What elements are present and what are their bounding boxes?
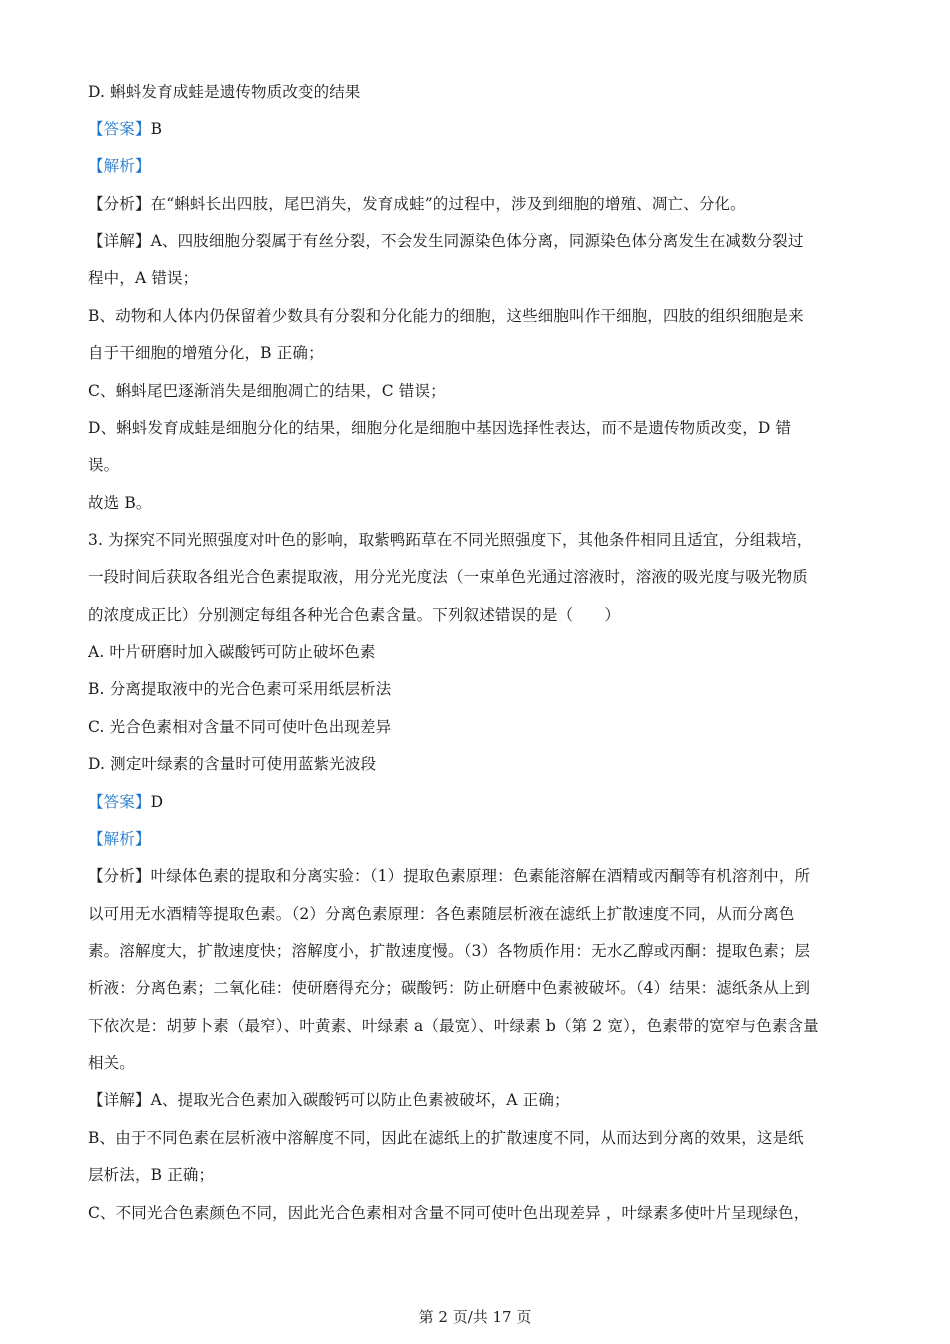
detail-line: 【详解】A、提取光合色素加入碳酸钙可以防止色素被破坏，A 正确；	[88, 1091, 570, 1109]
answer-tag: 【答案】	[88, 793, 151, 811]
page-number-footer: 第 2 页/共 17 页	[418, 1308, 532, 1326]
analysis-tag-line	[88, 829, 863, 849]
text-line: 层析法，B 正确；	[88, 1166, 215, 1184]
text-line: 一段时间后获取各组光合色素提取液，用分光光度法（一束单色光通过溶液时，溶液的吸光度与吸光物质	[88, 568, 808, 586]
answer-line: 【答案】B	[88, 120, 163, 138]
question-3-line: 3. 为探究不同光照强度对叶色的影响，取紫鸭跖草在不同光照强度下，其他条件相同且适宜，分组栽培，	[88, 531, 813, 549]
text-line: 析液：分离色素；二氧化硅：使研磨得充分；碳酸钙：防止研磨中色素被破坏。（4）结果：滤纸条从上到	[88, 979, 811, 997]
text-line: B、由于不同色素在层析液中溶解度不同，因此在滤纸上的扩散速度不同，从而达到分离的效果，这是纸	[88, 1129, 804, 1147]
text-line: 程中，A 错误；	[88, 269, 199, 287]
option-b: B. 分离提取液中的光合色素可采用纸层析法	[88, 680, 392, 698]
detail-line: 【详解】A、四肢细胞分裂属于有丝分裂，不会发生同源染色体分离，同源染色体分离发生在减数分裂过	[88, 232, 804, 250]
text-line: C、蝌蚪尾巴逐渐消失是细胞凋亡的结果，C 错误；	[88, 382, 446, 400]
answer-line: 【答案】D	[88, 793, 164, 811]
text-line: 的浓度成正比）分别测定每组各种光合色素含量。下列叙述错误的是（ ）	[88, 606, 621, 624]
analysis-tag: 【解析】	[88, 830, 151, 848]
text-line: D、蝌蚪发育成蛙是细胞分化的结果，细胞分化是细胞中基因选择性表达，而不是遗传物质改变，D 错	[88, 419, 792, 437]
question-option-d: D. 蝌蚪发育成蛙是遗传物质改变的结果	[88, 83, 361, 101]
detail-tag: 【详解】	[88, 1091, 151, 1109]
analysis-tag-line	[88, 156, 863, 176]
text-line: 素。溶解度大，扩散速度快；溶解度小，扩散速度慢。（3）各物质作用：无水乙醇或丙酮：提取色素；层	[88, 942, 811, 960]
option-a: A. 叶片研磨时加入碳酸钙可防止破坏色素	[88, 643, 376, 661]
fenxi-tag: 【分析】	[88, 867, 151, 885]
text-line: 以可用无水酒精等提取色素。（2）分离色素原理：各色素随层析液在滤纸上扩散速度不同，从而分离色	[88, 905, 795, 923]
fenxi-line: 【分析】叶绿体色素的提取和分离实验：（1）提取色素原理：色素能溶解在酒精或丙酮等有机溶剂中，所	[88, 867, 811, 885]
text-line: 下依次是：胡萝卜素（最窄）、叶黄素、叶绿素 a（最宽）、叶绿素 b（第 2 宽），色素带的宽窄与色素含量	[88, 1017, 819, 1035]
text-line: 自于干细胞的增殖分化，B 正确；	[88, 344, 324, 362]
option-c: C. 光合色素相对含量不同可使叶色出现差异	[88, 718, 392, 736]
analysis-tag: 【解析】	[88, 157, 151, 175]
text-line: 故选 B。	[88, 494, 152, 512]
answer-tag: 【答案】	[88, 120, 151, 138]
fenxi-tag: 【分析】	[88, 195, 151, 213]
text-line: 误。	[88, 456, 120, 474]
detail-tag: 【详解】	[88, 232, 151, 250]
text-line: B、动物和人体内仍保留着少数具有分裂和分化能力的细胞，这些细胞叫作干细胞，四肢的组织细胞是来	[88, 307, 804, 325]
fenxi-line: 【分析】在“蝌蚪长出四肢，尾巴消失，发育成蛙”的过程中，涉及到细胞的增殖、凋亡、分化。	[88, 195, 746, 213]
option-d: D. 测定叶绿素的含量时可使用蓝紫光波段	[88, 755, 377, 773]
text-line: 相关。	[88, 1054, 135, 1072]
text-line: C、不同光合色素颜色不同，因此光合色素相对含量不同可使叶色出现差异 ，叶绿素多使叶片呈现绿色，	[88, 1204, 810, 1222]
